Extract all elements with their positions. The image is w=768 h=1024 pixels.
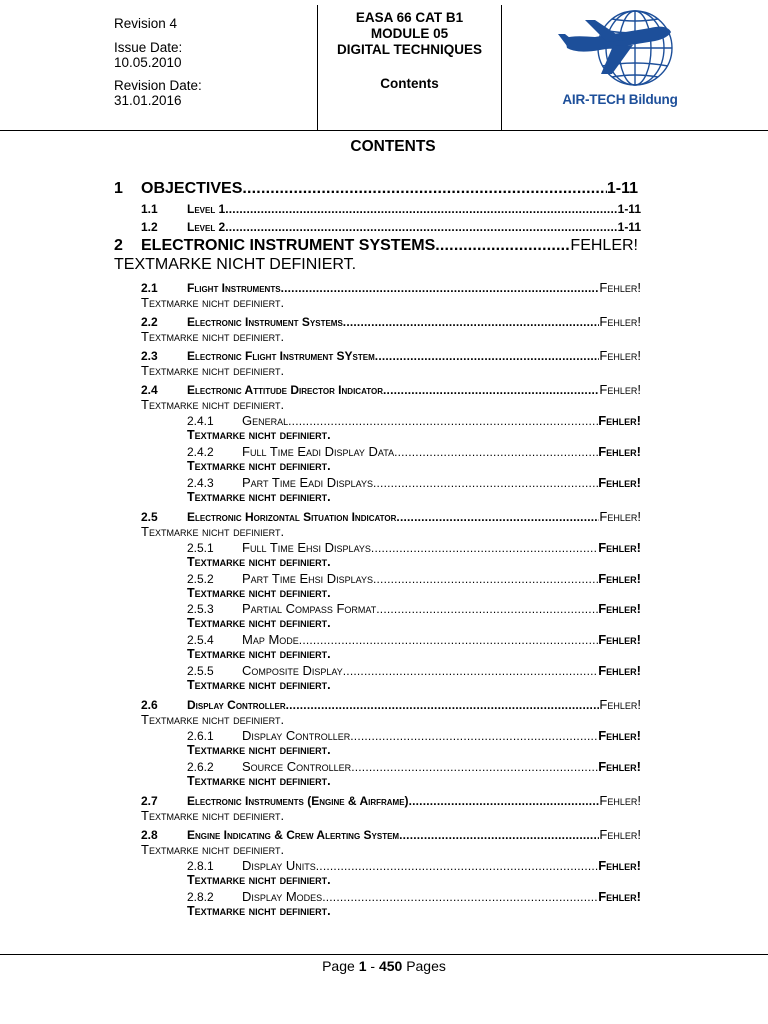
- toc-entry-page: Fehler!: [598, 413, 641, 428]
- toc-entry[interactable]: [187, 728, 641, 743]
- toc-entry-number: 2.8: [141, 828, 158, 842]
- toc-entry-page: Fehler!: [598, 728, 641, 743]
- toc-entry-title: Part Time Ehsi Displays: [242, 571, 373, 586]
- toc-entry[interactable]: [187, 413, 641, 428]
- toc-entry-number: 2.5: [141, 510, 158, 524]
- toc-entry[interactable]: [141, 202, 641, 216]
- toc-entry-page: FEHLER!: [570, 237, 638, 254]
- module-number: MODULE 05: [370, 26, 449, 41]
- toc-entry-page: Fehler!: [599, 382, 641, 397]
- toc-entry-page: Fehler!: [599, 509, 641, 524]
- dot-leader: [383, 383, 599, 397]
- toc-entry-page: 1-11: [617, 202, 641, 216]
- toc-entry-page: Fehler!: [599, 827, 641, 842]
- toc-entry-page: Fehler!: [598, 889, 641, 904]
- dot-leader: [288, 414, 598, 428]
- toc-entry[interactable]: [114, 237, 638, 255]
- toc-entry-number: 2.5.2: [187, 572, 214, 586]
- toc-entry[interactable]: [187, 632, 641, 647]
- dot-leader: [343, 664, 598, 678]
- section-name: Contents: [380, 76, 439, 91]
- page-header: [0, 0, 768, 131]
- module-subject: DIGITAL TECHNIQUES: [336, 42, 482, 57]
- toc-entry-error-continuation: Textmarke nicht definiert.: [141, 397, 285, 412]
- toc-entry[interactable]: [187, 571, 641, 586]
- page-separator: -: [370, 958, 376, 974]
- toc-entry-error-continuation: Textmarke nicht definiert.: [187, 774, 331, 788]
- toc-entry-page: Fehler!: [599, 793, 641, 808]
- toc-entry-title: Flight Instruments: [187, 281, 281, 295]
- toc-entry-number: 2.4: [141, 383, 158, 397]
- toc-entry[interactable]: [141, 280, 641, 295]
- toc-entry-page: Fehler!: [599, 348, 641, 363]
- toc-entry-title: Level 2: [187, 220, 226, 234]
- toc-entry-error-continuation: Textmarke nicht definiert.: [187, 873, 331, 887]
- toc-entry-title: Full Time Eadi Display Data: [242, 444, 395, 459]
- header-divider: [501, 5, 502, 130]
- toc-entry-number: 2.5.1: [187, 541, 214, 555]
- toc-entry-error-continuation: Textmarke nicht definiert.: [141, 295, 285, 310]
- toc-entry[interactable]: [141, 509, 641, 524]
- toc-entry[interactable]: [141, 220, 641, 234]
- globe-airplane-icon: [555, 8, 685, 92]
- toc-entry-number: 2.6.1: [187, 729, 214, 743]
- toc-entry-title: Partial Compass Format: [242, 601, 377, 616]
- header-rule: [0, 130, 768, 131]
- toc-entry-title: Map Mode: [242, 632, 299, 647]
- toc-entry-number: 2.2: [141, 315, 158, 329]
- dot-leader: [376, 602, 598, 616]
- toc-entry-error-continuation: Textmarke nicht definiert.: [141, 712, 285, 727]
- toc-entry-error-continuation: Textmarke nicht definiert.: [141, 524, 285, 539]
- current-page: 1: [358, 958, 367, 974]
- toc-entry-error-continuation: Textmarke nicht definiert.: [187, 904, 331, 918]
- logo-text: AIR-TECH Bildung: [562, 92, 678, 107]
- toc-entry[interactable]: [141, 382, 641, 397]
- dot-leader: [299, 633, 598, 647]
- total-pages: 450: [378, 958, 403, 974]
- toc-entry-error-continuation: Textmarke nicht definiert.: [187, 459, 331, 473]
- toc-entry-page: Fehler!: [598, 759, 641, 774]
- pages-label: Pages: [406, 958, 446, 974]
- toc-entry[interactable]: [187, 444, 641, 459]
- toc-entry-title: Engine Indicating & Crew Alerting System: [187, 828, 400, 842]
- dot-leader: [322, 890, 598, 904]
- toc-entry[interactable]: [141, 827, 641, 842]
- toc-entry[interactable]: [187, 540, 641, 555]
- toc-entry-error-continuation: Textmarke nicht definiert.: [141, 363, 285, 378]
- toc-entry[interactable]: [141, 793, 641, 808]
- toc-entry-title: Electronic Instruments (Engine & Airframe): [187, 794, 409, 808]
- toc-entry[interactable]: [187, 759, 641, 774]
- dot-leader: [242, 180, 607, 198]
- toc-entry-number: 2.4.3: [187, 476, 214, 490]
- toc-entry-title: ELECTRONIC INSTRUMENT SYSTEMS: [141, 237, 436, 254]
- dot-leader: [225, 202, 617, 216]
- toc-entry-title: Electronic Horizontal Situation Indicator: [187, 510, 397, 524]
- toc-entry-error-continuation: Textmarke nicht definiert.: [187, 586, 331, 600]
- toc-entry[interactable]: [187, 889, 641, 904]
- toc-entry-page: Fehler!: [598, 663, 641, 678]
- toc-entry-error-continuation: TEXTMARKE NICHT DEFINIERT.: [114, 256, 357, 273]
- dot-leader: [281, 281, 600, 295]
- toc-entry-title: Source Controller: [242, 759, 352, 774]
- toc-entry-number: 2.8.1: [187, 859, 214, 873]
- toc-entry-error-continuation: Textmarke nicht definiert.: [187, 647, 331, 661]
- toc-entry-page: Fehler!: [598, 540, 641, 555]
- toc-entry-number: 2: [114, 237, 123, 254]
- revision-date-label: Revision Date:: [114, 78, 202, 93]
- footer-rule: [0, 954, 768, 955]
- toc-entry-error-continuation: Textmarke nicht definiert.: [141, 329, 285, 344]
- company-logo: [555, 8, 685, 113]
- toc-entry-number: 2.3: [141, 349, 158, 363]
- dot-leader: [399, 828, 599, 842]
- toc-entry-number: 2.5.4: [187, 633, 214, 647]
- toc-entry-error-continuation: Textmarke nicht definiert.: [187, 616, 331, 630]
- revision-number: Revision 4: [114, 16, 178, 31]
- toc-entry[interactable]: [114, 180, 638, 198]
- dot-leader: [316, 859, 598, 873]
- course-title: EASA 66 CAT B1: [355, 10, 464, 25]
- dot-leader: [286, 698, 600, 712]
- toc-entry-error-continuation: Textmarke nicht definiert.: [187, 555, 331, 569]
- dot-leader: [343, 315, 600, 329]
- toc-entry-error-continuation: Textmarke nicht definiert.: [141, 808, 285, 823]
- revision-date: 31.01.2016: [114, 93, 182, 108]
- toc-entry[interactable]: [141, 697, 641, 712]
- toc-entry-error-continuation: Textmarke nicht definiert.: [187, 428, 331, 442]
- toc-entry-title: Part Time Eadi Displays: [242, 475, 373, 490]
- toc-entry[interactable]: [187, 601, 641, 616]
- dot-leader: [373, 572, 598, 586]
- dot-leader: [396, 510, 599, 524]
- toc-entry-page: Fehler!: [599, 280, 641, 295]
- toc-entry-number: 1.2: [141, 220, 158, 234]
- dot-leader: [394, 445, 598, 459]
- dot-leader: [371, 541, 598, 555]
- toc-entry-error-continuation: Textmarke nicht definiert.: [187, 743, 331, 757]
- toc-entry-title: Display Controller: [242, 728, 351, 743]
- toc-entry[interactable]: [187, 663, 641, 678]
- page-label: Page: [322, 958, 355, 974]
- toc-entry-title: General: [242, 413, 289, 428]
- dot-leader: [409, 794, 600, 808]
- toc-entry-title: Full Time Ehsi Displays: [242, 540, 371, 555]
- toc-entry-title: Display Controller: [187, 698, 286, 712]
- toc-entry-page: Fehler!: [598, 601, 641, 616]
- toc-entry-page: Fehler!: [598, 632, 641, 647]
- toc-entry-number: 2.4.2: [187, 445, 214, 459]
- toc-entry-title: Composite Display: [242, 663, 343, 678]
- toc-entry-number: 2.6: [141, 698, 158, 712]
- toc-entry-number: 2.4.1: [187, 414, 214, 428]
- toc-entry-title: OBJECTIVES: [141, 180, 243, 197]
- toc-entry-page: Fehler!: [598, 475, 641, 490]
- contents-heading: CONTENTS: [350, 138, 436, 155]
- toc-entry-page: Fehler!: [599, 314, 641, 329]
- page-footer: [0, 958, 768, 974]
- toc-entry-number: 2.8.2: [187, 890, 214, 904]
- toc-entry-number: 1: [114, 180, 123, 197]
- toc-entry-title: Electronic Instrument Systems: [187, 315, 343, 329]
- toc-entry-title: Display Units: [242, 858, 316, 873]
- dot-leader: [225, 220, 617, 234]
- toc-entry[interactable]: [141, 314, 641, 329]
- toc-entry-page: 1-11: [606, 180, 638, 197]
- toc-entry-page: 1-11: [617, 220, 641, 234]
- toc-entry[interactable]: [187, 475, 641, 490]
- toc-entry-number: 2.5.3: [187, 602, 214, 616]
- dot-leader: [435, 237, 570, 255]
- toc-entry-page: Fehler!: [599, 697, 641, 712]
- toc-entry-number: 2.1: [141, 281, 158, 295]
- toc-entry-number: 2.7: [141, 794, 158, 808]
- toc-entry-title: Level 1: [187, 202, 226, 216]
- issue-date-label: Issue Date:: [114, 40, 183, 55]
- toc-entry-title: Electronic Flight Instrument SYstem: [187, 349, 375, 363]
- toc-entry-number: 1.1: [141, 202, 158, 216]
- toc-entry-page: Fehler!: [598, 858, 641, 873]
- toc-entry-page: Fehler!: [598, 571, 641, 586]
- toc-entry-number: 2.5.5: [187, 664, 214, 678]
- toc-entry-error-continuation: Textmarke nicht definiert.: [187, 678, 331, 692]
- dot-leader: [350, 729, 598, 743]
- toc-entry[interactable]: [141, 348, 641, 363]
- toc-entry-page: Fehler!: [598, 444, 641, 459]
- dot-leader: [351, 760, 598, 774]
- dot-leader: [375, 349, 600, 363]
- toc-entry-error-continuation: Textmarke nicht definiert.: [141, 842, 285, 857]
- toc-entry-error-continuation: Textmarke nicht definiert.: [187, 490, 331, 504]
- toc-entry-title: Electronic Attitude Director Indicator: [187, 383, 383, 397]
- toc-entry-title: Display Modes: [242, 889, 323, 904]
- dot-leader: [373, 476, 598, 490]
- toc-entry-number: 2.6.2: [187, 760, 214, 774]
- toc-entry[interactable]: [187, 858, 641, 873]
- issue-date: 10.05.2010: [114, 55, 182, 70]
